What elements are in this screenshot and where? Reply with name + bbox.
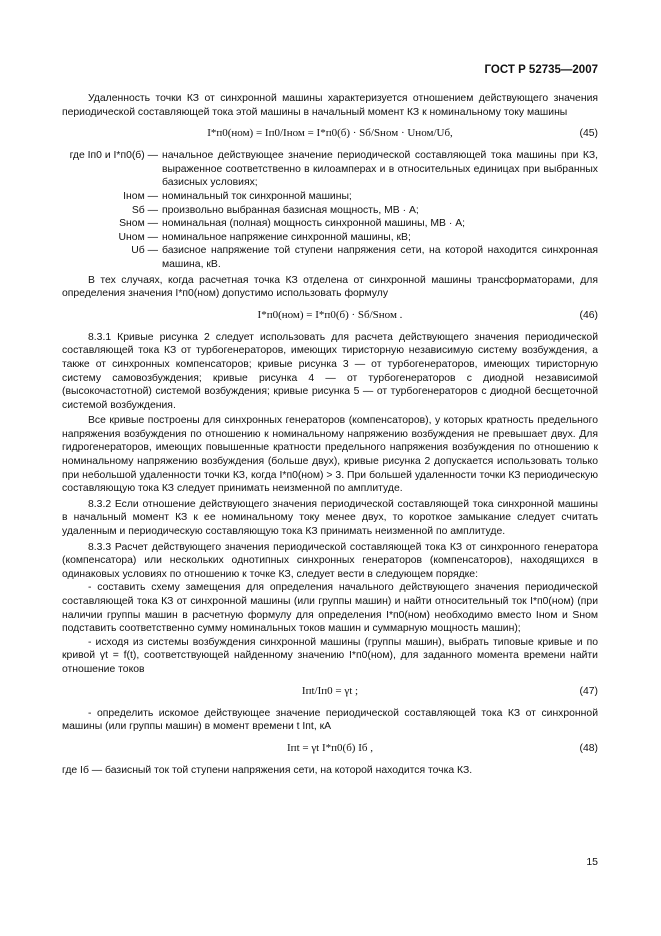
para-8-3-1: 8.3.1 Кривые рисунка 2 следует использовать для расчета действующего значения периодической составляющей тока КЗ от турбогенераторов, имеющих тиристорную независимую систему возбуждения, а также от синхронных компенсаторов; кривые рисунка 3 — от турбогенераторов, имеющих тиристорную систему самовозбуждения; кривые рисунка 4 — от турбогенераторов с диодной независимой (высокочастотной) системой возбуждения; кривые рисунка 5 — от турбогенераторов с диодной бесщеточной системой возбуждения. [62, 331, 598, 411]
bullet-3: - определить искомое действующее значение периодической составляющей тока КЗ от синхронной машины (или группы машин) в момент времени t Iпt, кА [62, 707, 598, 733]
para-all-curves: Все кривые построены для синхронных генераторов (компенсаторов), у которых кратность предельного напряжения возбуждения по отношению к номинальному напряжению возбуждения не превышает двух. Для гидрогенераторов, имеющих повышенные кратности предельного напряжения возбуждения по отношению к номинальному напряжению возбуждения (больше двух), кривые рисунка 2 допускается использовать только при небольшой удаленности точки КЗ, когда I*п0(ном) > 3. При большей удаленности точки КЗ периодическую составляющую тока КЗ следует принимать неизменной по амплитуде. [62, 415, 598, 495]
bullet-2: - исходя из системы возбуждения синхронной машины (группы машин), выбрать типовые кривые и по кривой γt = f(t), соответствующей найденному значению I*п0(ном), для заданного момента времени найти отношение токов [62, 636, 598, 675]
definition-text: базисное напряжение той ступени напряжения сети, на которой находится синхронная машина, кВ. [162, 245, 598, 270]
document-header: ГОСТ Р 52735—2007 [484, 64, 598, 76]
formula-46-number: (46) [579, 309, 598, 321]
formula-46-text: I*п0(ном) = I*п0(б) · Sб/Sном . [257, 308, 403, 321]
where-label: где Iп0 и I*п0(б) — [69, 150, 158, 162]
definition-text: номинальное напряжение синхронной машины, кВ; [162, 231, 411, 243]
bullet-1: - составить схему замещения для определения начального действующего значения периодической составляющей тока КЗ от синхронной машины (или группы машин) и найти относительный ток I*п0(ном) (при наличии группы машин в расчетную формулу для определения I*п0(ном) необходимо вместо Iном и Sном подставить соответственно сумму номинальных токов машин и суммарную мощность машин); [62, 582, 598, 635]
page-number: 15 [586, 856, 598, 868]
definition-symbol: Uб — [131, 245, 158, 257]
document-body [62, 92, 598, 777]
intro-paragraph: Удаленность точки КЗ от синхронной машины характеризуется отношением действующего значения периодической составляющей тока этой машины в начальный момент КЗ к номинальному току машины [62, 93, 598, 118]
definition-text: номинальный ток синхронной машины; [162, 190, 352, 202]
definition-symbol: Sб — [131, 204, 158, 216]
para-final: где Iб — базисный ток той ступени напряжения сети, на которой находится точка КЗ. [62, 764, 473, 776]
formula-47 [62, 677, 598, 707]
formula-48 [62, 734, 598, 764]
definition-text: начальное действующее значение периодической составляющей тока машины при КЗ, выраженное соответственно в килоамперах и в относительных единицах при выбранных базисных условиях; [162, 150, 598, 189]
formula-47-number: (47) [579, 685, 598, 697]
formula-45-number: (45) [579, 128, 598, 140]
formula-48-number: (48) [579, 742, 598, 754]
formula-45-text: I*п0(ном) = Iп0/Iном = I*п0(б) · Sб/Sном · Uном/Uб, [207, 127, 453, 140]
definitions-list [62, 149, 598, 271]
formula-48-text: Iпt = γt I*п0(б) Iб , [287, 741, 373, 754]
definition-symbol: Iном — [123, 190, 158, 202]
formula-45 [62, 119, 598, 149]
formula-46 [62, 301, 598, 331]
definition-symbol: Sном — [119, 218, 158, 230]
para-8-3-2: 8.3.2 Если отношение действующего значения периодической составляющей тока синхронной машины в начальный момент КЗ к ее номинальному току менее двух, то короткое замыкание следует считать удаленным и периодическую составляющую тока КЗ принимать неизменной по амплитуде. [62, 498, 598, 538]
definition-symbol: Uном — [118, 231, 158, 243]
para-8-3-3: 8.3.3 Расчет действующего значения периодической составляющей тока КЗ от синхронного генератора (компенсатора) или нескольких однотипных синхронных генераторов (компенсаторов), находящихся в одинаковых условиях по отношению к точке КЗ, следует вести в следующем порядке: [62, 541, 598, 580]
definition-text: номинальная (полная) мощность синхронной машины, МВ · А; [162, 218, 466, 230]
para-transformers: В тех случаях, когда расчетная точка КЗ отделена от синхронной машины трансформаторами, для определения значения I*п0(ном) допустимо использовать формулу [62, 274, 598, 300]
definition-text: произвольно выбранная базисная мощность, МВ · А; [162, 204, 419, 216]
formula-47-text: Iпt/Iп0 = γt ; [301, 684, 359, 697]
